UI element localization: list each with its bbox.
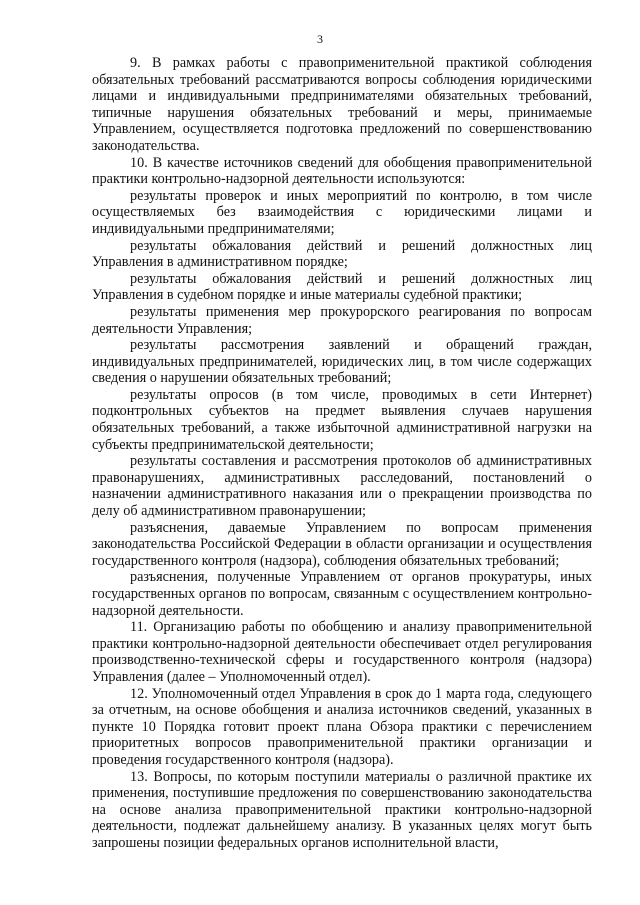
source-item-court-appeals: результаты обжалования действий и решений должностных лиц Управления в судебном порядке и иные материалы судебной практики; — [92, 270, 592, 304]
document-body — [92, 55, 592, 852]
source-item-clarifications-received: разъяснения, полученные Управлением от органов прокуратуры, иных государственных органов по вопросам, связанным с осуществлением контрольно-надзорной деятельности. — [92, 569, 592, 619]
paragraph-11: 11. Организацию работы по обобщению и анализу правоприменительной практики контрольно-надзорной деятельности обеспечивает отдел регулирования производственно-технической сферы и государственного контроля (надзора) Управления (далее – Уполномоченный отдел). — [92, 619, 592, 685]
source-item-clarifications-given: разъяснения, даваемые Управлением по вопросам применения законодательства Российской Федерации в области организации и осуществления государственного контроля (надзора), соблюдения обязательных требований; — [92, 519, 592, 569]
page-number: 3 — [317, 32, 323, 46]
source-item-surveys: результаты опросов (в том числе, проводимых в сети Интернет) подконтрольных субъектов на предмет выявления случаев нарушения обязательных требований, а также избыточной административной нагрузки на субъекты предпринимательской деятельности; — [92, 386, 592, 453]
source-item-citizen-requests: результаты рассмотрения заявлений и обращений граждан, индивидуальных предпринимателей, юридических лиц, в том числе содержащих сведения о нарушении обязательных требований; — [92, 337, 592, 387]
paragraph-13: 13. Вопросы, по которым поступили материалы о различной практике их применения, поступившие предложения по совершенствованию законодательства на основе анализа правоприменительной практики контрольно-надзорной деятельности, подлежат дальнейшему анализу. В указанных целях могут быть запрошены позиции федеральных органов исполнительной власти, — [92, 768, 592, 851]
source-item-admin-appeals: результаты обжалования действий и решений должностных лиц Управления в административном порядке; — [92, 237, 592, 271]
paragraph-10: 10. В качестве источников сведений для обобщения правоприменительной практики контрольно-надзорной деятельности используются: — [92, 154, 592, 188]
paragraph-12: 12. Уполномоченный отдел Управления в срок до 1 марта года, следующего за отчетным, на основе обобщения и анализа источников сведений, указанных в пункте 10 Порядка готовит проект плана Обзора практики с перечислением приоритетных вопросов правоприменительной практики организации и проведения государственного контроля (надзора). — [92, 685, 592, 768]
source-item-protocols: результаты составления и рассмотрения протоколов об административных правонарушениях, административных расследований, постановлений о назначении административного наказания или о прекращении производства по делу об административном правонарушении; — [92, 453, 592, 520]
source-item-inspections: результаты проверок и иных мероприятий по контролю, в том числе осуществляемых без взаимодействия с юридическими лицами и индивидуальными предпринимателями; — [92, 187, 592, 237]
source-item-prosecutor-measures: результаты применения мер прокурорского реагирования по вопросам деятельности Управления; — [92, 303, 592, 337]
paragraph-9: 9. В рамках работы с правоприменительной практикой соблюдения обязательных требований рассматриваются вопросы соблюдения юридическими лицами и индивидуальными предпринимателями обязательных требований, типичные нарушения обязательных требований и меры, принимаемые Управлением, осуществляется подготовка предложений по совершенствованию законодательства. — [92, 55, 592, 154]
